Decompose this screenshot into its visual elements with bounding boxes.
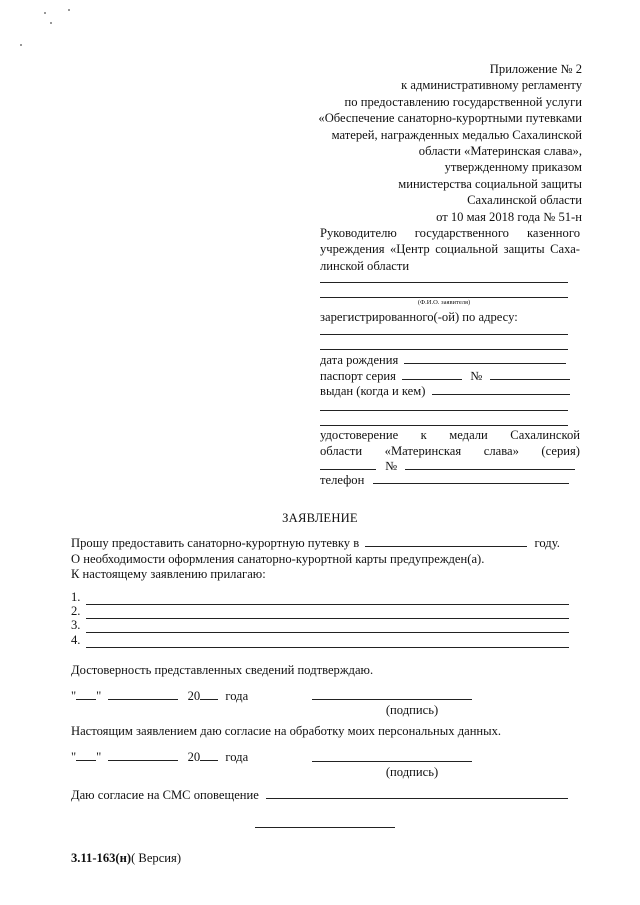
signature-line-2[interactable] — [312, 761, 472, 762]
issued-field[interactable] — [432, 383, 570, 395]
attachment-row-4 — [71, 632, 569, 648]
request-text: Прошу предоставить санаторно-курортную путевку в — [71, 536, 360, 550]
request-year-field[interactable] — [365, 535, 527, 547]
phone-row — [320, 472, 569, 488]
birth-date-row — [320, 352, 566, 368]
birth-date-label: дата рождения — [320, 353, 399, 367]
passport-number-field[interactable] — [490, 368, 570, 380]
sms-text: Даю согласие на СМС оповещение — [71, 788, 259, 802]
certificate-number-field[interactable] — [405, 458, 575, 470]
issued-row — [320, 383, 570, 399]
attachment-number: 3. — [71, 618, 81, 632]
address-line-2[interactable] — [320, 349, 568, 350]
certificate-number-sign: № — [385, 459, 398, 473]
header-line: Приложение № 2 — [489, 62, 582, 76]
date-day-field-1[interactable] — [76, 688, 96, 700]
sms-consent-field[interactable] — [266, 787, 568, 799]
request-year-word: году. — [534, 536, 560, 550]
document-code — [71, 850, 181, 866]
date-year-field-1[interactable] — [200, 688, 218, 700]
signature-caption-1: (подпись) — [385, 703, 439, 717]
sms-row — [71, 787, 568, 803]
birth-date-field[interactable] — [404, 352, 566, 364]
addressee-block — [320, 225, 580, 274]
addressee-line: линской области — [320, 258, 410, 273]
signature-caption-2: (подпись) — [385, 765, 439, 779]
date-quote-open: " — [71, 750, 77, 764]
passport-series-label: паспорт серия — [320, 369, 396, 383]
fio-line-1[interactable] — [320, 282, 568, 283]
passport-row — [320, 368, 570, 384]
signature-line-1[interactable] — [312, 699, 472, 700]
document-version: ( Версия) — [131, 851, 182, 865]
header-line: по предоставлению государственной услуги — [344, 94, 582, 109]
date-century: 20 — [187, 689, 201, 703]
addressee-line: Руководителю государственного казенного — [320, 226, 580, 240]
attachment-row-3 — [71, 617, 569, 633]
passport-number-sign: № — [470, 369, 483, 383]
date-year-word: года — [225, 689, 249, 703]
passport-series-field[interactable] — [402, 368, 462, 380]
certificate-line-1: удостоверение к медали Сахалинской — [320, 428, 580, 442]
date-row-2 — [71, 749, 248, 765]
attachment-number: 1. — [71, 590, 81, 604]
date-quote-close: " — [96, 750, 102, 764]
request-row — [71, 535, 560, 551]
header-line: «Обеспечение санаторно-курортными путевками — [318, 111, 582, 126]
header-line: утвержденному приказом — [444, 160, 582, 175]
separator-line — [255, 827, 395, 828]
header-line: министерства социальной защиты — [398, 176, 582, 191]
scan-speck — [20, 44, 22, 46]
issued-line-3[interactable] — [320, 425, 568, 426]
document-code-number: 3.11-163(н) — [71, 851, 132, 865]
certificate-series-field[interactable] — [320, 458, 376, 470]
addressee-line: учреждения «Центр социальной защиты Саха- — [320, 242, 580, 257]
date-day-field-2[interactable] — [76, 749, 96, 761]
address-line-1[interactable] — [320, 334, 568, 335]
header-line: Сахалинской области — [467, 193, 582, 208]
attachment-number: 2. — [71, 604, 81, 618]
header-line: к административному регламенту — [401, 78, 582, 93]
phone-label: телефон — [320, 473, 365, 487]
date-month-field-2[interactable] — [108, 749, 178, 761]
confirm-text: Достоверность представленных сведений подтверждаю. — [71, 663, 374, 677]
date-month-field-1[interactable] — [108, 688, 178, 700]
attachment-number: 4. — [71, 633, 81, 647]
scan-speck — [50, 22, 52, 24]
phone-field[interactable] — [373, 472, 569, 484]
date-quote-open: " — [71, 689, 77, 703]
date-row-1 — [71, 688, 248, 704]
header-line: области «Материнская слава», — [418, 144, 582, 159]
date-quote-close: " — [96, 689, 102, 703]
attach-text: К настоящему заявлению прилагаю: — [71, 567, 266, 581]
appendix-header — [252, 61, 582, 225]
certificate-line-2: области «Материнская слава» (серия) — [320, 444, 580, 458]
header-line: матерей, награжденных медалью Сахалинской — [331, 127, 582, 142]
scan-speck — [44, 12, 46, 14]
date-year-field-2[interactable] — [200, 749, 218, 761]
fio-caption: (Ф.И.О. заявителя) — [417, 299, 471, 306]
header-line: от 10 мая 2018 года № 51-н — [436, 209, 582, 224]
registered-label: зарегистрированного(-ой) по адресу: — [320, 310, 518, 324]
warning-text: О необходимости оформления санаторно-курортной карты предупрежден(а). — [71, 552, 485, 566]
form-title: ЗАЯВЛЕНИЕ — [282, 511, 358, 525]
date-year-word: года — [225, 750, 249, 764]
attachment-field-4[interactable] — [86, 636, 569, 648]
consent-text: Настоящим заявлением даю согласие на обработку моих персональных данных. — [71, 724, 502, 738]
date-century: 20 — [187, 750, 201, 764]
scan-speck — [68, 9, 70, 11]
fio-line-2[interactable] — [320, 297, 568, 298]
issued-label: выдан (когда и кем) — [320, 384, 426, 398]
issued-line-2[interactable] — [320, 410, 568, 411]
